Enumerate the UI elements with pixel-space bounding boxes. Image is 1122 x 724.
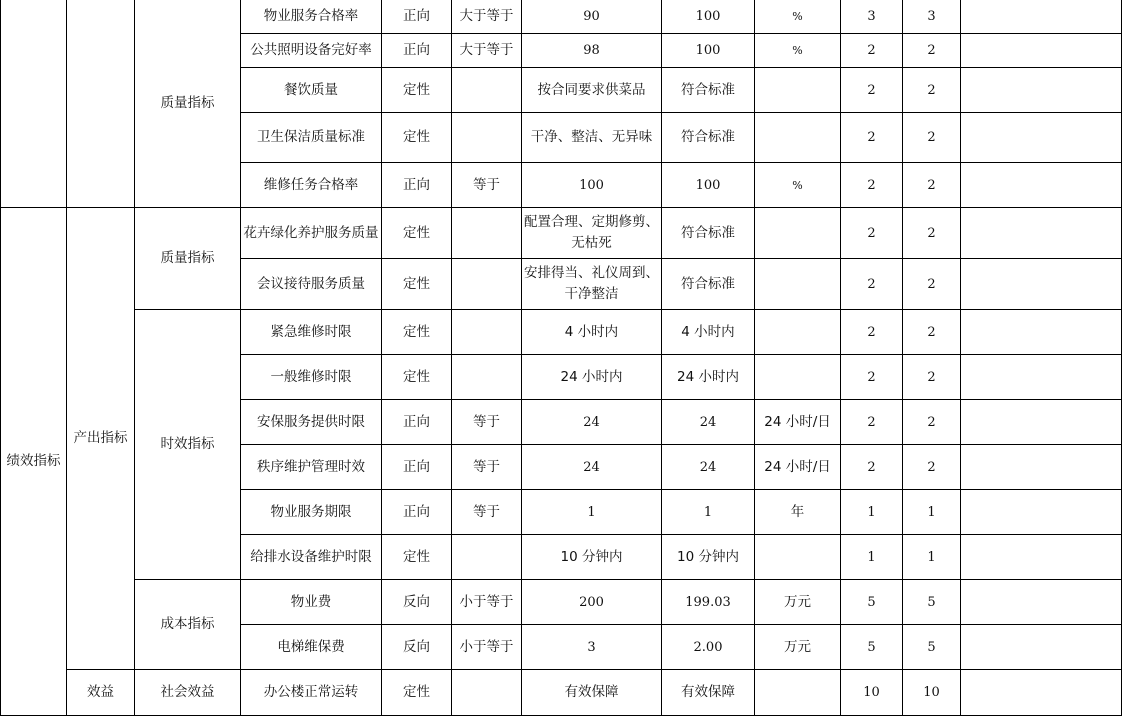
indicator-score: 1 — [903, 490, 961, 535]
indicator-name: 一般维修时限 — [241, 355, 382, 400]
indicator-operator — [452, 259, 522, 310]
indicator-direction: 定性 — [382, 208, 452, 259]
indicator-direction: 定性 — [382, 68, 452, 113]
indicator-operator — [452, 310, 522, 355]
level1-label: 绩效指标 — [1, 208, 67, 716]
indicator-score: 3 — [903, 0, 961, 34]
indicator-score: 1 — [903, 535, 961, 580]
indicator-remark — [961, 113, 1122, 163]
indicator-direction: 正向 — [382, 445, 452, 490]
indicator-name: 维修任务合格率 — [241, 163, 382, 208]
level2-label: 效益 — [67, 670, 135, 716]
indicator-target: 98 — [522, 34, 662, 68]
indicator-weight: 3 — [841, 0, 903, 34]
indicator-score: 2 — [903, 445, 961, 490]
indicator-target: 100 — [522, 163, 662, 208]
indicator-score: 2 — [903, 163, 961, 208]
table-row — [1, 208, 1122, 259]
indicator-unit: % — [755, 0, 841, 34]
indicator-name: 卫生保洁质量标准 — [241, 113, 382, 163]
indicator-actual: 24 — [662, 400, 755, 445]
indicator-target: 干净、整洁、无异味 — [522, 113, 662, 163]
indicator-target: 按合同要求供菜品 — [522, 68, 662, 113]
indicator-score: 5 — [903, 580, 961, 625]
table-row — [1, 310, 1122, 355]
indicator-unit — [755, 259, 841, 310]
indicator-target: 200 — [522, 580, 662, 625]
indicator-unit: 万元 — [755, 625, 841, 670]
indicator-score: 2 — [903, 259, 961, 310]
indicator-name: 安保服务提供时限 — [241, 400, 382, 445]
indicator-score: 2 — [903, 34, 961, 68]
level3-label: 时效指标 — [135, 310, 241, 580]
indicator-remark — [961, 208, 1122, 259]
indicator-unit: % — [755, 34, 841, 68]
indicator-weight: 2 — [841, 445, 903, 490]
indicator-direction: 定性 — [382, 535, 452, 580]
indicator-operator: 大于等于 — [452, 34, 522, 68]
indicator-operator — [452, 68, 522, 113]
indicator-unit — [755, 68, 841, 113]
indicator-remark — [961, 580, 1122, 625]
indicator-name: 花卉绿化养护服务质量 — [241, 208, 382, 259]
indicator-unit: 年 — [755, 490, 841, 535]
indicator-name: 物业费 — [241, 580, 382, 625]
indicator-weight: 2 — [841, 310, 903, 355]
indicator-unit — [755, 535, 841, 580]
indicator-operator: 大于等于 — [452, 0, 522, 34]
indicator-remark — [961, 400, 1122, 445]
indicator-actual: 100 — [662, 34, 755, 68]
indicator-name: 物业服务期限 — [241, 490, 382, 535]
indicator-actual: 符合标准 — [662, 68, 755, 113]
indicator-actual: 符合标准 — [662, 208, 755, 259]
indicator-weight: 2 — [841, 355, 903, 400]
indicator-score: 5 — [903, 625, 961, 670]
indicator-remark — [961, 490, 1122, 535]
indicator-score: 2 — [903, 400, 961, 445]
indicator-unit: 万元 — [755, 580, 841, 625]
indicator-target: 90 — [522, 0, 662, 34]
indicator-operator: 等于 — [452, 400, 522, 445]
indicator-target: 安排得当、礼仪周到、干净整洁 — [522, 259, 662, 310]
indicator-weight: 10 — [841, 670, 903, 716]
indicator-remark — [961, 535, 1122, 580]
indicator-unit — [755, 113, 841, 163]
indicator-operator: 小于等于 — [452, 625, 522, 670]
indicator-operator — [452, 355, 522, 400]
indicator-actual: 有效保障 — [662, 670, 755, 716]
indicator-score: 2 — [903, 68, 961, 113]
indicator-direction: 定性 — [382, 113, 452, 163]
indicator-name: 电梯维保费 — [241, 625, 382, 670]
indicator-remark — [961, 670, 1122, 716]
indicator-weight: 2 — [841, 400, 903, 445]
indicator-weight: 2 — [841, 259, 903, 310]
level2-cell-continued — [67, 0, 135, 208]
indicator-weight: 5 — [841, 580, 903, 625]
indicator-direction: 定性 — [382, 670, 452, 716]
indicator-direction: 正向 — [382, 0, 452, 34]
table-row — [1, 580, 1122, 625]
indicator-remark — [961, 163, 1122, 208]
level1-cell-continued — [1, 0, 67, 208]
indicator-operator — [452, 535, 522, 580]
indicator-direction: 正向 — [382, 34, 452, 68]
indicator-remark — [961, 34, 1122, 68]
indicator-unit — [755, 310, 841, 355]
indicator-actual: 符合标准 — [662, 259, 755, 310]
indicator-unit — [755, 670, 841, 716]
indicator-unit — [755, 355, 841, 400]
level3-label: 质量指标 — [135, 0, 241, 208]
indicator-remark — [961, 310, 1122, 355]
indicator-remark — [961, 259, 1122, 310]
indicator-weight: 2 — [841, 208, 903, 259]
indicator-target: 24 小时内 — [522, 355, 662, 400]
indicator-target: 4 小时内 — [522, 310, 662, 355]
indicator-weight: 1 — [841, 535, 903, 580]
indicator-target: 有效保障 — [522, 670, 662, 716]
indicator-unit: 24 小时/日 — [755, 445, 841, 490]
indicator-remark — [961, 0, 1122, 34]
indicator-direction: 定性 — [382, 310, 452, 355]
indicator-target: 24 — [522, 400, 662, 445]
indicator-operator — [452, 113, 522, 163]
indicator-target: 10 分钟内 — [522, 535, 662, 580]
indicator-direction: 反向 — [382, 580, 452, 625]
indicator-actual: 4 小时内 — [662, 310, 755, 355]
level3-label: 成本指标 — [135, 580, 241, 670]
indicator-actual: 100 — [662, 0, 755, 34]
indicator-operator: 等于 — [452, 163, 522, 208]
indicator-actual: 24 — [662, 445, 755, 490]
indicator-weight: 2 — [841, 163, 903, 208]
indicator-name: 物业服务合格率 — [241, 0, 382, 34]
indicator-direction: 正向 — [382, 400, 452, 445]
indicator-weight: 2 — [841, 113, 903, 163]
indicator-weight: 5 — [841, 625, 903, 670]
table-row — [1, 670, 1122, 716]
indicator-target: 3 — [522, 625, 662, 670]
indicator-weight: 1 — [841, 490, 903, 535]
indicator-score: 2 — [903, 208, 961, 259]
table-row — [1, 0, 1122, 34]
indicator-operator: 等于 — [452, 490, 522, 535]
indicator-score: 2 — [903, 355, 961, 400]
level3-label: 社会效益 — [135, 670, 241, 716]
indicator-unit — [755, 208, 841, 259]
indicator-actual: 1 — [662, 490, 755, 535]
indicator-actual: 199.03 — [662, 580, 755, 625]
indicator-name: 秩序维护管理时效 — [241, 445, 382, 490]
indicator-score: 10 — [903, 670, 961, 716]
indicator-remark — [961, 445, 1122, 490]
indicator-name: 公共照明设备完好率 — [241, 34, 382, 68]
indicator-name: 给排水设备维护时限 — [241, 535, 382, 580]
indicator-direction: 正向 — [382, 163, 452, 208]
indicator-operator — [452, 670, 522, 716]
indicator-name: 餐饮质量 — [241, 68, 382, 113]
indicator-actual: 2.00 — [662, 625, 755, 670]
indicator-direction: 定性 — [382, 259, 452, 310]
indicator-weight: 2 — [841, 68, 903, 113]
indicator-operator: 小于等于 — [452, 580, 522, 625]
indicator-remark — [961, 355, 1122, 400]
level3-label: 质量指标 — [135, 208, 241, 310]
indicator-actual: 24 小时内 — [662, 355, 755, 400]
indicator-actual: 10 分钟内 — [662, 535, 755, 580]
indicator-actual: 符合标准 — [662, 113, 755, 163]
indicator-unit: % — [755, 163, 841, 208]
indicator-target: 1 — [522, 490, 662, 535]
level2-label: 产出指标 — [67, 208, 135, 670]
indicator-name: 紧急维修时限 — [241, 310, 382, 355]
indicator-name: 会议接待服务质量 — [241, 259, 382, 310]
indicator-remark — [961, 625, 1122, 670]
indicator-name: 办公楼正常运转 — [241, 670, 382, 716]
indicator-direction: 正向 — [382, 490, 452, 535]
indicator-operator: 等于 — [452, 445, 522, 490]
indicator-unit: 24 小时/日 — [755, 400, 841, 445]
indicator-remark — [961, 68, 1122, 113]
indicator-direction: 反向 — [382, 625, 452, 670]
indicator-actual: 100 — [662, 163, 755, 208]
indicator-target: 配置合理、定期修剪、无枯死 — [522, 208, 662, 259]
indicator-operator — [452, 208, 522, 259]
indicator-score: 2 — [903, 113, 961, 163]
indicator-direction: 定性 — [382, 355, 452, 400]
indicator-weight: 2 — [841, 34, 903, 68]
indicator-score: 2 — [903, 310, 961, 355]
indicator-target: 24 — [522, 445, 662, 490]
